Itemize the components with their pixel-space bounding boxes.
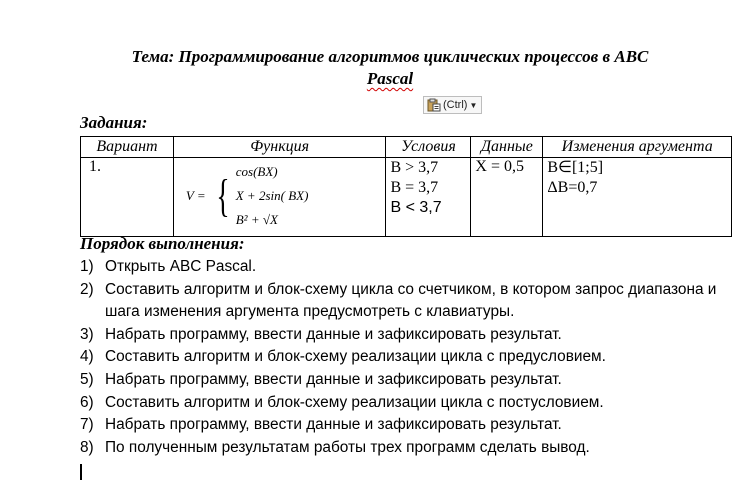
step-text: Набрать программу, ввести данные и зафиксировать результат. [105, 325, 562, 343]
list-item [80, 437, 720, 460]
step-text: Составить алгоритм и блок-схему реализации цикла с постусловием. [105, 393, 604, 411]
step-text: Набрать программу, ввести данные и зафиксировать результат. [105, 416, 562, 434]
clipboard-icon [427, 98, 441, 112]
list-item [80, 369, 720, 392]
tasks-heading: Задания: [80, 113, 148, 132]
function-case-1: cos(BX) [235, 164, 278, 179]
function-case-3: B² + √X [235, 212, 278, 227]
list-item [80, 324, 720, 347]
list-item [80, 346, 720, 369]
header-conditions: Условия [386, 137, 471, 158]
chevron-down-icon: ▼ [469, 100, 478, 110]
text-cursor [80, 464, 82, 480]
steps-list [80, 256, 720, 459]
header-function: Функция [173, 137, 386, 158]
list-item [80, 256, 720, 279]
table-row [81, 158, 732, 237]
cell-conditions [386, 158, 471, 237]
step-text: Набрать программу, ввести данные и зафиксировать результат. [105, 370, 562, 388]
step-number: 1) [80, 258, 94, 275]
title-line-1: Тема: Программирование алгоритмов циклических процессов в ABC [131, 47, 649, 66]
tasks-table [80, 136, 732, 237]
function-brace: { [216, 170, 230, 221]
step-number: 7) [80, 416, 94, 434]
function-formula [178, 158, 382, 232]
step-text: Составить алгоритм и блок-схему реализации цикла с предусловием. [105, 348, 606, 366]
header-data: Данные [471, 137, 543, 158]
condition-1: B > 3,7 [390, 159, 439, 176]
header-arg-changes: Изменения аргумента [543, 137, 732, 158]
list-item [80, 279, 720, 324]
step-text: Открыть ABC Pascal. [105, 258, 257, 275]
cell-arg-changes [543, 158, 732, 237]
function-case-2: X + 2sin( BX) [235, 188, 309, 203]
header-variant: Вариант [81, 137, 174, 158]
arg-range: B∈[1;5] [547, 159, 604, 176]
step-number: 4) [80, 348, 94, 366]
arg-step: ΔB=0,7 [547, 179, 598, 196]
step-text: По полученным результатам работы трех программ сделать вывод. [105, 438, 590, 456]
step-number: 2) [80, 280, 94, 298]
step-number: 8) [80, 438, 94, 456]
condition-3: B < 3,7 [390, 199, 442, 216]
paste-options-label: (Ctrl) [443, 99, 468, 111]
step-number: 3) [80, 325, 94, 343]
order-heading: Порядок выполнения: [80, 234, 245, 253]
step-text: Составить алгоритм и блок-схему цикла со счетчиком, в котором запрос диапазона и шага изменения аргумента предусмотреть с клавиатуры. [105, 280, 717, 321]
table-header-row [81, 137, 732, 158]
step-number: 5) [80, 370, 94, 388]
step-number: 6) [80, 393, 94, 411]
document-title [80, 46, 700, 90]
cell-variant: 1. [81, 158, 174, 237]
cell-function [173, 158, 386, 237]
title-line-2: Pascal [366, 69, 414, 88]
function-cases [236, 160, 309, 232]
condition-2: B = 3,7 [390, 179, 439, 196]
cell-data: X = 0,5 [471, 158, 543, 237]
function-lhs: V = [185, 188, 206, 203]
paste-options-button[interactable] [423, 96, 482, 114]
list-item [80, 392, 720, 415]
list-item [80, 414, 720, 437]
